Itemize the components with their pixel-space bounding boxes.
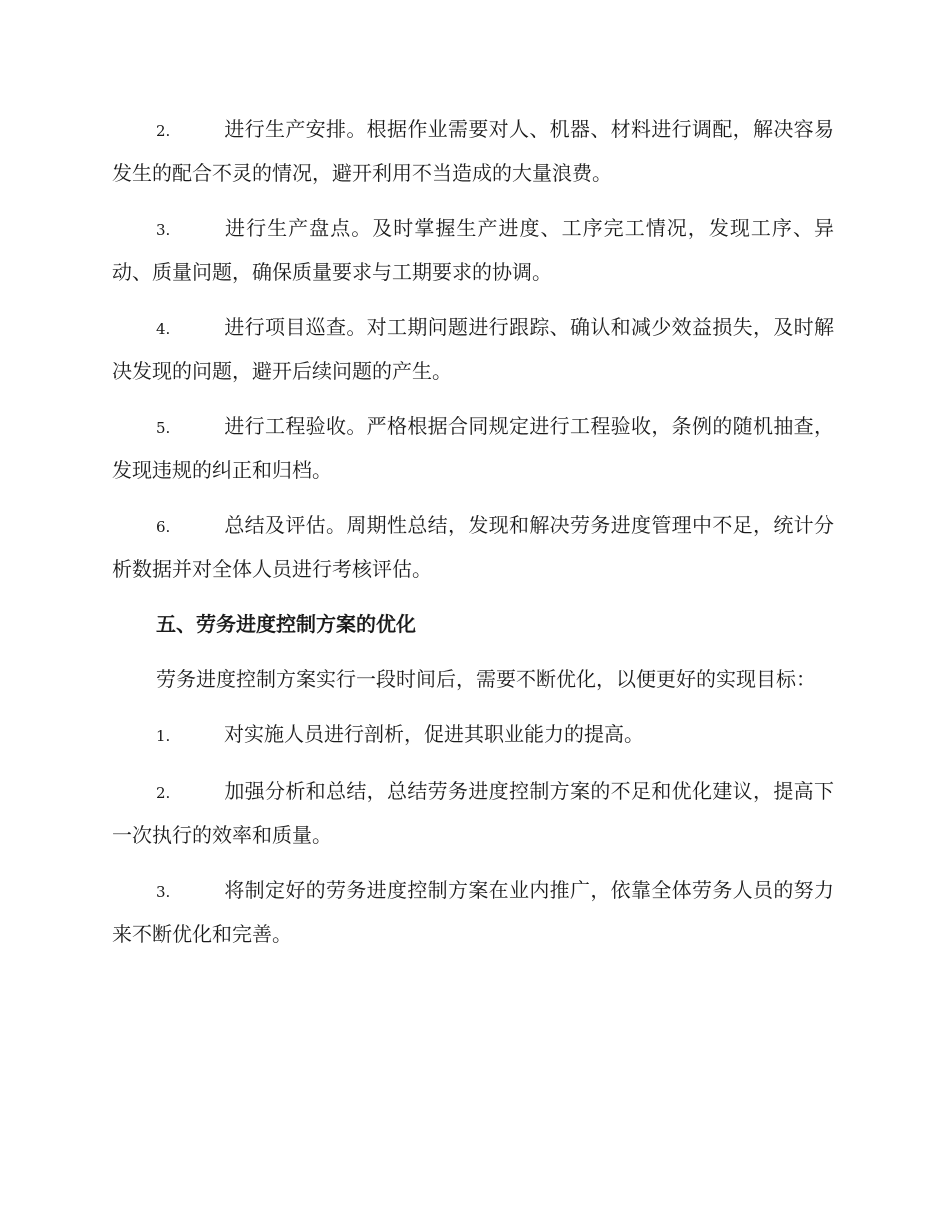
list-item bbox=[112, 770, 834, 856]
list-item bbox=[112, 504, 834, 590]
list-item-number: 1. bbox=[156, 727, 171, 745]
list-item bbox=[112, 108, 834, 194]
list-item-number: 3. bbox=[156, 221, 171, 239]
list-item bbox=[112, 713, 834, 757]
list-item-text: 进行生产盘点。及时掌握生产进度、工序完工情况，发现工序、异动、质量问题，确保质量要求与工期要求的协调。 bbox=[112, 216, 834, 284]
list-item-number: 4. bbox=[156, 320, 171, 338]
list-item-text: 加强分析和总结，总结劳务进度控制方案的不足和优化建议，提高下一次执行的效率和质量。 bbox=[112, 779, 834, 847]
list-item-text: 进行工程验收。严格根据合同规定进行工程验收，条例的随机抽查，发现违规的纠正和归档。 bbox=[112, 414, 834, 482]
list-item-text: 对实施人员进行剖析，促进其职业能力的提高。 bbox=[224, 722, 644, 746]
list-item-number: 2. bbox=[156, 784, 171, 802]
list-item-number: 3. bbox=[156, 883, 171, 901]
list-item-number: 2. bbox=[156, 122, 171, 140]
list-item-text: 将制定好的劳务进度控制方案在业内推广，依靠全体劳务人员的努力来不断优化和完善。 bbox=[112, 878, 834, 946]
section-heading: 五、劳务进度控制方案的优化 bbox=[156, 612, 416, 636]
list-item-text: 总结及评估。周期性总结，发现和解决劳务进度管理中不足，统计分析数据并对全体人员进行考核评估。 bbox=[112, 513, 834, 581]
list-item bbox=[112, 869, 834, 955]
list-item-text: 进行生产安排。根据作业需要对人、机器、材料进行调配，解决容易发生的配合不灵的情况，避开利用不当造成的大量浪费。 bbox=[112, 117, 834, 185]
list-item-text: 进行项目巡查。对工期问题进行跟踪、确认和减少效益损失，及时解决发现的问题，避开后续问题的产生。 bbox=[112, 315, 834, 383]
list-item-number: 5. bbox=[156, 419, 171, 437]
list-item bbox=[112, 306, 834, 392]
list-item bbox=[112, 207, 834, 293]
list-item-number: 6. bbox=[156, 518, 171, 536]
list-item bbox=[112, 405, 834, 491]
document-body bbox=[112, 108, 834, 968]
section-intro-paragraph: 劳务进度控制方案实行一段时间后，需要不断优化，以便更好的实现目标： bbox=[156, 667, 816, 691]
